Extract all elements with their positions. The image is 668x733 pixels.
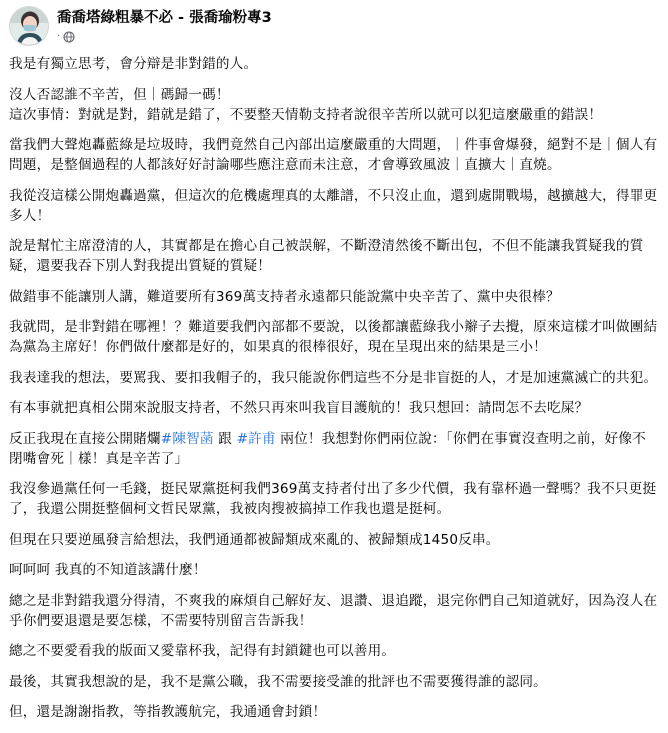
dot-separator-icon: · <box>57 31 61 42</box>
hashtag-link[interactable]: #陳智菡 <box>160 430 214 447</box>
profile-photo-icon <box>10 7 49 46</box>
post-paragraph: 我就問，是非對錯在哪裡！？難道要我們內部都不要說，以後都讓藍綠我小辮子去攪，原來這樣才叫做團結為黨為主席好！你們做什麼都是好的，如果真的很棒很好，現在呈現出來的結果是三小！ <box>9 319 658 355</box>
mention-text-mid: 跟 <box>213 430 237 447</box>
hashtag-link[interactable]: #許甫 <box>236 430 276 447</box>
post-paragraph: 最後，其實我想說的是，我不是黨公職，我不需要接受誰的批評也不需要獲得誰的認同。 <box>9 673 547 690</box>
post-paragraph: 但現在只要逆風發言給想法，我們通通都被歸類成來亂的、被歸類成1450反串。 <box>9 531 500 548</box>
post-paragraph: 但，還是謝謝指教，等指教護航完，我通通會封鎖！ <box>9 704 327 720</box>
mention-text-after: 兩位！我想對你們兩位說：「你們在事實沒查明之前，好像不閉嘴會死｜樣！真是辛苦了」 <box>9 430 646 467</box>
post-body <box>9 54 659 733</box>
post-paragraph: 總之是非對錯我還分得清，不爽我的麻煩自己解好友、退讚、退追蹤，退完你們自己知道就好，因為沒人在乎你們要退還是要怎樣，不需要特別留言告訴我！ <box>9 592 658 629</box>
page-name[interactable]: 喬喬塔綠粗暴不必 - 張喬瑜粉專3 <box>57 10 272 26</box>
post-paragraph: 我表達我的想法，要罵我、要扣我帽子的，我只能說你們這些不分是非盲挺的人，才是加速黨滅亡的共犯。 <box>9 369 658 386</box>
post-header <box>9 4 659 48</box>
mention-paragraph <box>9 429 659 469</box>
post-paragraph: 有本事就把真相公開來說服支持者，不然只再來叫我盲目護航的！我只想回：請問怎不去吃屎？ <box>9 400 589 416</box>
post-paragraph: 我是有獨立思考，會分辯是非對錯的人。 <box>9 56 258 72</box>
post-paragraph: 呵呵呵 我真的不知道該講什麼！ <box>9 562 207 578</box>
avatar[interactable] <box>9 6 49 46</box>
post-paragraph: 這次事情：對就是對，錯就是錯了，不要整天情勒支持者說很辛苦所以就可以犯這麼嚴重的錯誤！ <box>9 106 603 123</box>
post-paragraph: 總之不要愛看我的版面又愛靠杯我，記得有封鎖鍵也可以善用。 <box>9 643 396 659</box>
post-paragraph: 我沒參過黨任何一毛錢，挺民眾黨挺柯我們369萬支持者付出了多少代價，我有靠杯過一聲嗎？我不只更挺了，我還公開挺整個柯文哲民眾黨，我被肉搜被搞掉工作我也還是挺柯。 <box>9 481 657 517</box>
post-meta <box>57 30 75 44</box>
post-paragraph: 做錯事不能讓別人講，難道要所有369萬支持者永遠都只能說黨中央辛苦了、黨中央很棒？ <box>9 288 560 305</box>
post-paragraph: 我從沒這樣公開炮轟過黨，但這次的危機處理真的太離譜，不只沒止血，還到處開戰場，越擴越大，得罪更多人！ <box>9 187 658 224</box>
post-paragraph: 沒人否認誰不辛苦，但｜碼歸一碼！ <box>9 86 230 103</box>
post-paragraph: 說是幫忙主席澄清的人，其實都是在擔心自己被誤解，不斷澄清然後不斷出包，不但不能讓我質疑我的質疑，還要我吞下別人對我提出質疑的質疑！ <box>9 238 644 274</box>
mention-text-before: 反正我現在直接公開賭爛 <box>9 430 161 447</box>
globe-icon[interactable] <box>63 31 75 43</box>
post-paragraph: 當我們大聲炮轟藍綠是垃圾時，我們竟然自己內部出這麼嚴重的大問題，｜件事會爆發，絕對不是｜個人有問題，是整個過程的人都該好好討論哪些應注意而未注意，才會導致風波｜直擴大｜直燒。 <box>9 137 658 173</box>
